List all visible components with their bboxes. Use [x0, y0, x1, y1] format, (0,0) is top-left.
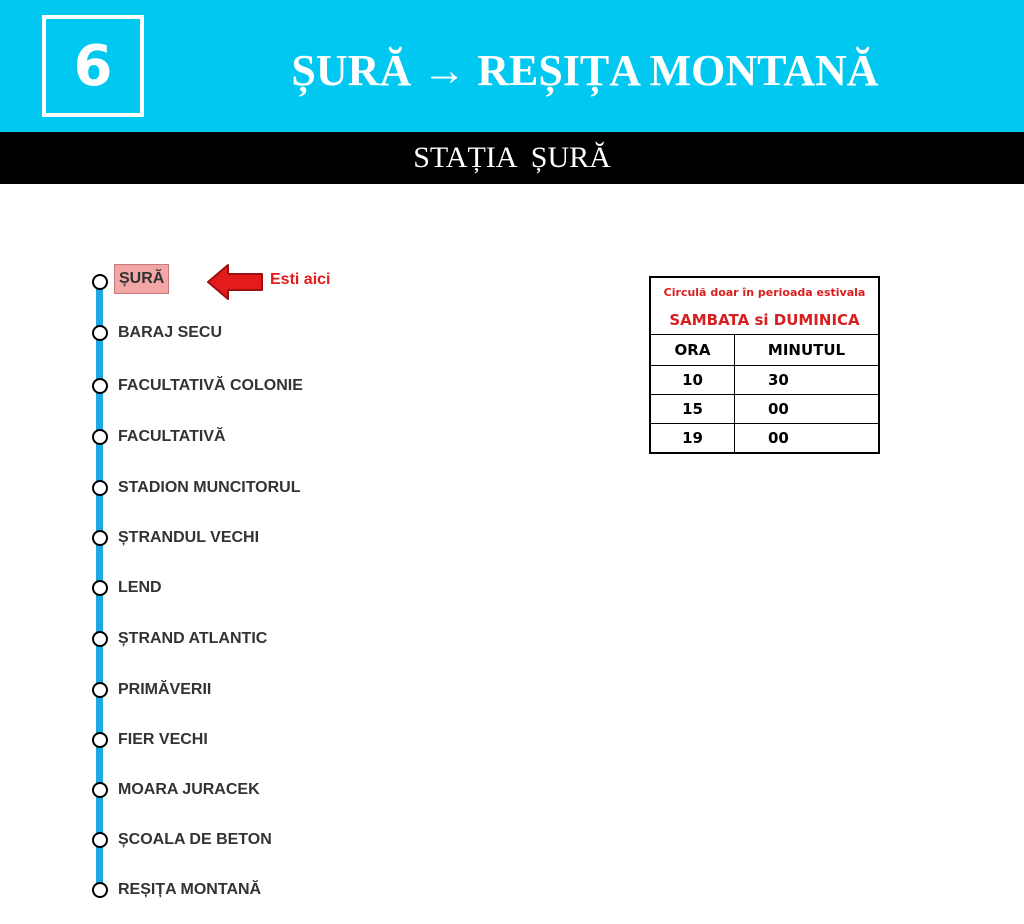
stop-marker-icon	[92, 530, 108, 546]
stop-label: LEND	[118, 579, 162, 596]
column-header-minute: MINUTUL	[735, 335, 880, 366]
stop-marker-icon	[92, 832, 108, 848]
table-row	[650, 424, 879, 454]
stop-marker-icon	[92, 429, 108, 445]
you-are-here-label: Esti aici	[270, 271, 331, 288]
stop-marker-icon	[92, 580, 108, 596]
departure-hour: 10	[650, 366, 735, 395]
schedule-table	[649, 276, 880, 454]
stop-label: FIER VECHI	[118, 731, 208, 748]
stop-marker-icon	[92, 631, 108, 647]
route-header	[0, 0, 1024, 132]
column-header-hour: ORA	[650, 335, 735, 366]
stop-label: ȘTRAND ATLANTIC	[118, 630, 268, 647]
route-number-badge: 6	[42, 15, 144, 117]
table-row	[650, 366, 879, 395]
route-title: ȘURĂ → REȘIȚA MONTANĂ	[291, 46, 879, 95]
stop-label: STADION MUNCITORUL	[118, 479, 301, 496]
stop-label: FACULTATIVĂ COLONIE	[118, 377, 303, 394]
stop-label: REȘIȚA MONTANĂ	[118, 881, 262, 898]
stop-marker-icon	[92, 732, 108, 748]
stop-label: ȘCOALA DE BETON	[118, 831, 272, 848]
departure-minute: 00	[735, 395, 880, 424]
table-row	[650, 395, 879, 424]
stop-marker-icon	[92, 325, 108, 341]
departure-hour: 19	[650, 424, 735, 454]
schedule-header-row	[650, 335, 879, 366]
stop-label: ȘTRANDUL VECHI	[118, 529, 260, 546]
stop-marker-icon	[92, 882, 108, 898]
stop-marker-icon	[92, 274, 108, 290]
stop-label: MOARA JURACEK	[118, 781, 260, 798]
red-arrow-left-icon	[206, 262, 264, 302]
station-name-bar: STAȚIA ȘURĂ	[0, 132, 1024, 184]
stop-marker-icon	[92, 480, 108, 496]
stop-label-current: ȘURĂ	[114, 264, 169, 294]
schedule-days: SAMBATA si DUMINICA	[650, 306, 879, 335]
departure-minute: 30	[735, 366, 880, 395]
departure-hour: 15	[650, 395, 735, 424]
stop-label: BARAJ SECU	[118, 324, 223, 341]
departure-minute: 00	[735, 424, 880, 454]
stop-marker-icon	[92, 782, 108, 798]
stop-marker-icon	[92, 682, 108, 698]
stop-marker-icon	[92, 378, 108, 394]
stop-label: PRIMĂVERII	[118, 681, 212, 698]
schedule-note: Circulă doar în perioada estivala	[650, 277, 879, 306]
stop-label: FACULTATIVĂ	[118, 428, 226, 445]
